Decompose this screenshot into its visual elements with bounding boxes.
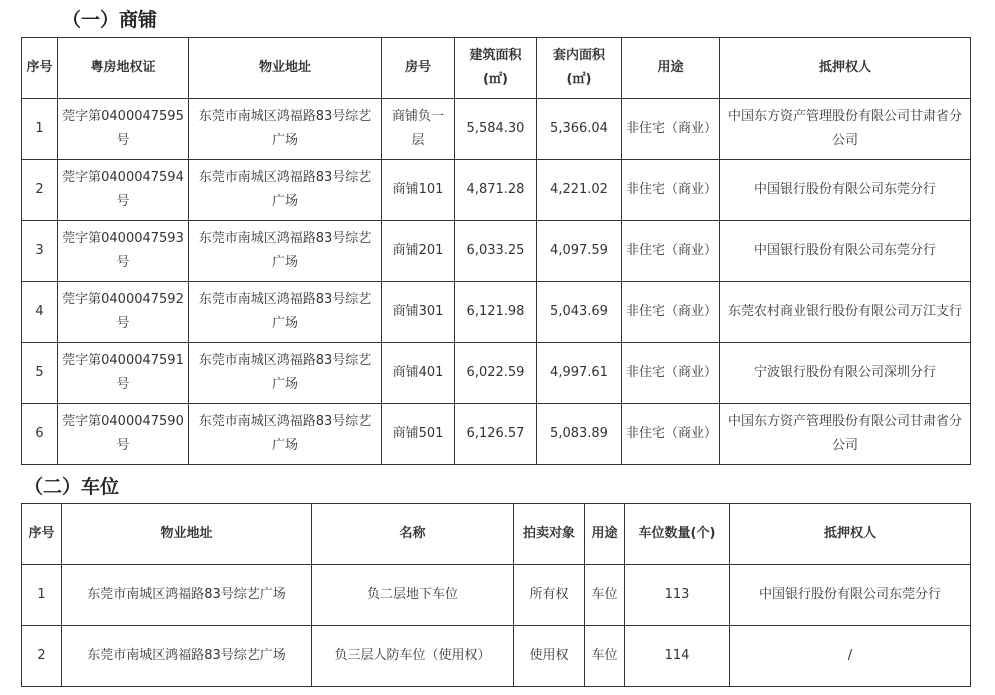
table-row (22, 282, 971, 343)
cell-mortgagee: 东莞农村商业银行股份有限公司万江支行 (720, 282, 971, 343)
cell-address: 东莞市南城区鸿福路83号综艺广场 (62, 626, 312, 687)
parking-table (21, 503, 971, 687)
table-row (22, 343, 971, 404)
cell-usage: 非住宅（商业） (622, 404, 720, 465)
cell-mortgagee: 宁波银行股份有限公司深圳分行 (720, 343, 971, 404)
section-title-parking: （二）车位 (24, 476, 120, 498)
cell-seq: 1 (22, 99, 58, 160)
cell-address: 东莞市南城区鸿福路83号综艺广场 (189, 404, 382, 465)
cell-area: 6,126.57 (455, 404, 537, 465)
cell-mortgagee: 中国银行股份有限公司东莞分行 (730, 565, 971, 626)
cell-room: 商铺201 (382, 221, 455, 282)
header-address: 物业地址 (189, 38, 382, 99)
cell-inner-area: 5,083.89 (537, 404, 622, 465)
table-header-row (22, 38, 971, 99)
header-name: 名称 (312, 504, 514, 565)
cell-room: 商铺负一层 (382, 99, 455, 160)
cell-mortgagee: 中国东方资产管理股份有限公司甘肃省分公司 (720, 99, 971, 160)
cell-seq: 6 (22, 404, 58, 465)
header-mortgagee: 抵押权人 (720, 38, 971, 99)
header-seq: 序号 (22, 38, 58, 99)
cell-seq: 4 (22, 282, 58, 343)
cell-seq: 2 (22, 160, 58, 221)
cell-mortgagee: / (730, 626, 971, 687)
cell-cert: 莞字第0400047592号 (58, 282, 189, 343)
cell-cert: 莞字第0400047593号 (58, 221, 189, 282)
cell-cert: 莞字第0400047595号 (58, 99, 189, 160)
cell-usage: 非住宅（商业） (622, 282, 720, 343)
header-auction-object: 拍卖对象 (514, 504, 585, 565)
cell-address: 东莞市南城区鸿福路83号综艺广场 (189, 221, 382, 282)
table-row (22, 221, 971, 282)
cell-usage: 车位 (585, 626, 625, 687)
cell-address: 东莞市南城区鸿福路83号综艺广场 (189, 343, 382, 404)
cell-usage: 车位 (585, 565, 625, 626)
header-mortgagee: 抵押权人 (730, 504, 971, 565)
cell-mortgagee: 中国东方资产管理股份有限公司甘肃省分公司 (720, 404, 971, 465)
header-cert: 粤房地权证 (58, 38, 189, 99)
cell-inner-area: 5,366.04 (537, 99, 622, 160)
cell-cert: 莞字第0400047591号 (58, 343, 189, 404)
cell-address: 东莞市南城区鸿福路83号综艺广场 (189, 99, 382, 160)
cell-count: 114 (625, 626, 730, 687)
cell-usage: 非住宅（商业） (622, 160, 720, 221)
table-row (22, 565, 971, 626)
cell-usage: 非住宅（商业） (622, 99, 720, 160)
header-inner-area: 套内面积 (㎡) (537, 38, 622, 99)
cell-name: 负二层地下车位 (312, 565, 514, 626)
cell-inner-area: 5,043.69 (537, 282, 622, 343)
cell-name: 负三层人防车位（使用权） (312, 626, 514, 687)
table-row (22, 404, 971, 465)
cell-seq: 2 (22, 626, 62, 687)
header-seq: 序号 (22, 504, 62, 565)
header-usage: 用途 (585, 504, 625, 565)
cell-address: 东莞市南城区鸿福路83号综艺广场 (62, 565, 312, 626)
cell-area: 6,033.25 (455, 221, 537, 282)
cell-seq: 5 (22, 343, 58, 404)
header-room: 房号 (382, 38, 455, 99)
table-row (22, 99, 971, 160)
cell-area: 4,871.28 (455, 160, 537, 221)
cell-address: 东莞市南城区鸿福路83号综艺广场 (189, 282, 382, 343)
cell-mortgagee: 中国银行股份有限公司东莞分行 (720, 221, 971, 282)
header-area: 建筑面积 (㎡) (455, 38, 537, 99)
cell-room: 商铺501 (382, 404, 455, 465)
cell-usage: 非住宅（商业） (622, 221, 720, 282)
table-row (22, 160, 971, 221)
cell-cert: 莞字第0400047590号 (58, 404, 189, 465)
header-usage: 用途 (622, 38, 720, 99)
cell-room: 商铺301 (382, 282, 455, 343)
cell-auction-object: 使用权 (514, 626, 585, 687)
cell-area: 6,121.98 (455, 282, 537, 343)
header-address: 物业地址 (62, 504, 312, 565)
header-count: 车位数量(个) (625, 504, 730, 565)
cell-count: 113 (625, 565, 730, 626)
cell-room: 商铺101 (382, 160, 455, 221)
cell-inner-area: 4,997.61 (537, 343, 622, 404)
cell-usage: 非住宅（商业） (622, 343, 720, 404)
table-header-row (22, 504, 971, 565)
cell-address: 东莞市南城区鸿福路83号综艺广场 (189, 160, 382, 221)
table-row (22, 626, 971, 687)
shops-table (21, 37, 971, 465)
cell-mortgagee: 中国银行股份有限公司东莞分行 (720, 160, 971, 221)
cell-seq: 3 (22, 221, 58, 282)
cell-inner-area: 4,221.02 (537, 160, 622, 221)
cell-area: 5,584.30 (455, 99, 537, 160)
cell-seq: 1 (22, 565, 62, 626)
cell-inner-area: 4,097.59 (537, 221, 622, 282)
cell-cert: 莞字第0400047594号 (58, 160, 189, 221)
cell-auction-object: 所有权 (514, 565, 585, 626)
section-title-shops: （一）商铺 (62, 9, 158, 31)
cell-room: 商铺401 (382, 343, 455, 404)
cell-area: 6,022.59 (455, 343, 537, 404)
